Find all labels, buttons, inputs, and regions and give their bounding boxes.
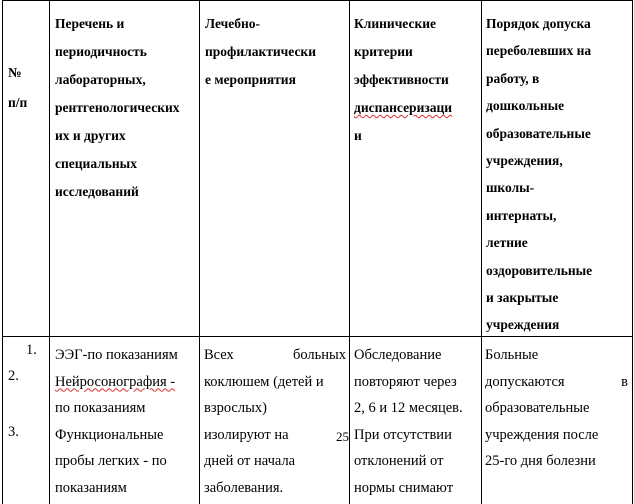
- cell-text: взрослых): [204, 400, 267, 416]
- header-text: диспансеризаци: [354, 100, 453, 115]
- page-number: 25: [336, 429, 349, 444]
- cell-word: больных: [292, 347, 346, 363]
- cell-text: При отсутствии: [354, 426, 452, 443]
- header-text: эффективности: [354, 72, 449, 87]
- header-text: профилактически: [205, 44, 316, 59]
- header-text: летние: [486, 235, 528, 251]
- table-border-left: [2, 0, 3, 504]
- cell-text: пробы легких - по: [55, 453, 167, 469]
- row-number-2: 2.: [8, 368, 19, 384]
- header-investigations-cell: [55, 10, 180, 206]
- header-text: и закрытые: [486, 290, 559, 306]
- header-text: специальных: [55, 156, 137, 171]
- table-divider-2: [199, 0, 200, 504]
- header-text: их и других: [55, 128, 126, 143]
- header-text: дошкольные: [486, 98, 565, 114]
- cell-text: нормы снимают: [354, 479, 454, 496]
- cell-text: 2, 6 и 12 месяцев.: [354, 400, 463, 416]
- cell-text: отклонений от: [354, 453, 444, 469]
- cell-word: в: [621, 373, 628, 390]
- table-divider-3: [349, 0, 350, 504]
- header-text: работу, в: [486, 70, 540, 86]
- cell-text: показаниям: [55, 479, 127, 496]
- table-divider-4: [481, 0, 482, 504]
- header-text: Перечень и: [55, 16, 125, 31]
- cell-text: учреждения после: [485, 426, 599, 443]
- header-text: Лечебно-: [205, 16, 261, 31]
- table-divider-1: [49, 0, 50, 504]
- cell-text: Нейросонография -: [55, 373, 176, 390]
- header-criteria-cell: [354, 10, 452, 150]
- header-text: учреждения: [486, 317, 560, 333]
- header-text: е мероприятия: [205, 72, 296, 87]
- cell-text-justified: [485, 369, 628, 396]
- header-text: переболевших на: [486, 43, 592, 59]
- cell-text: Функциональные: [55, 426, 164, 443]
- header-number-cell: [8, 58, 27, 118]
- header-number-pp: п/п: [8, 95, 28, 110]
- cell-text: Обследование: [354, 347, 442, 363]
- cell-text: образовательные: [485, 400, 590, 416]
- admission-cell: [485, 342, 628, 475]
- header-text: критерии: [354, 44, 413, 59]
- cell-text: изолируют на: [204, 426, 289, 443]
- header-text: образовательные: [486, 125, 591, 141]
- cell-text: коклюшем (детей и: [204, 373, 324, 390]
- cell-text: Больные: [485, 347, 539, 363]
- cell-text: дней от начала: [204, 453, 296, 469]
- header-text: исследований: [55, 184, 139, 199]
- header-treatment-cell: [205, 10, 316, 94]
- header-text: Порядок допуска: [486, 16, 591, 31]
- cell-text: ЭЭГ-по показаниям: [55, 347, 178, 363]
- treatment-cell: [204, 342, 346, 501]
- header-admission-cell: [486, 10, 592, 339]
- row-number-1: 1.: [26, 342, 37, 358]
- cell-word: Всех: [204, 347, 234, 363]
- table-border-right: [632, 0, 633, 504]
- criteria-cell: [354, 342, 463, 501]
- header-text: интернаты,: [486, 207, 557, 223]
- header-text: и: [354, 128, 362, 143]
- cell-text: заболевания.: [204, 479, 284, 496]
- header-text: рентгенологических: [55, 100, 180, 115]
- header-number-sign: №: [8, 65, 22, 80]
- table-border-top: [2, 0, 633, 1]
- header-text: оздоровительные: [486, 262, 593, 278]
- cell-text-justified: [204, 342, 346, 369]
- row-number-3: 3.: [8, 424, 19, 440]
- header-text: учреждения,: [486, 153, 563, 169]
- investigations-cell: [55, 342, 178, 501]
- header-text: школы-: [486, 180, 535, 196]
- cell-word: допускаются: [485, 373, 565, 390]
- header-text: периодичность: [55, 44, 147, 59]
- cell-text: повторяют через: [354, 373, 457, 390]
- cell-text: 25-го дня болезни: [485, 453, 596, 469]
- header-text: Клинические: [354, 16, 437, 31]
- header-text: лабораторных,: [55, 72, 146, 87]
- cell-text: по показаниям: [55, 400, 146, 416]
